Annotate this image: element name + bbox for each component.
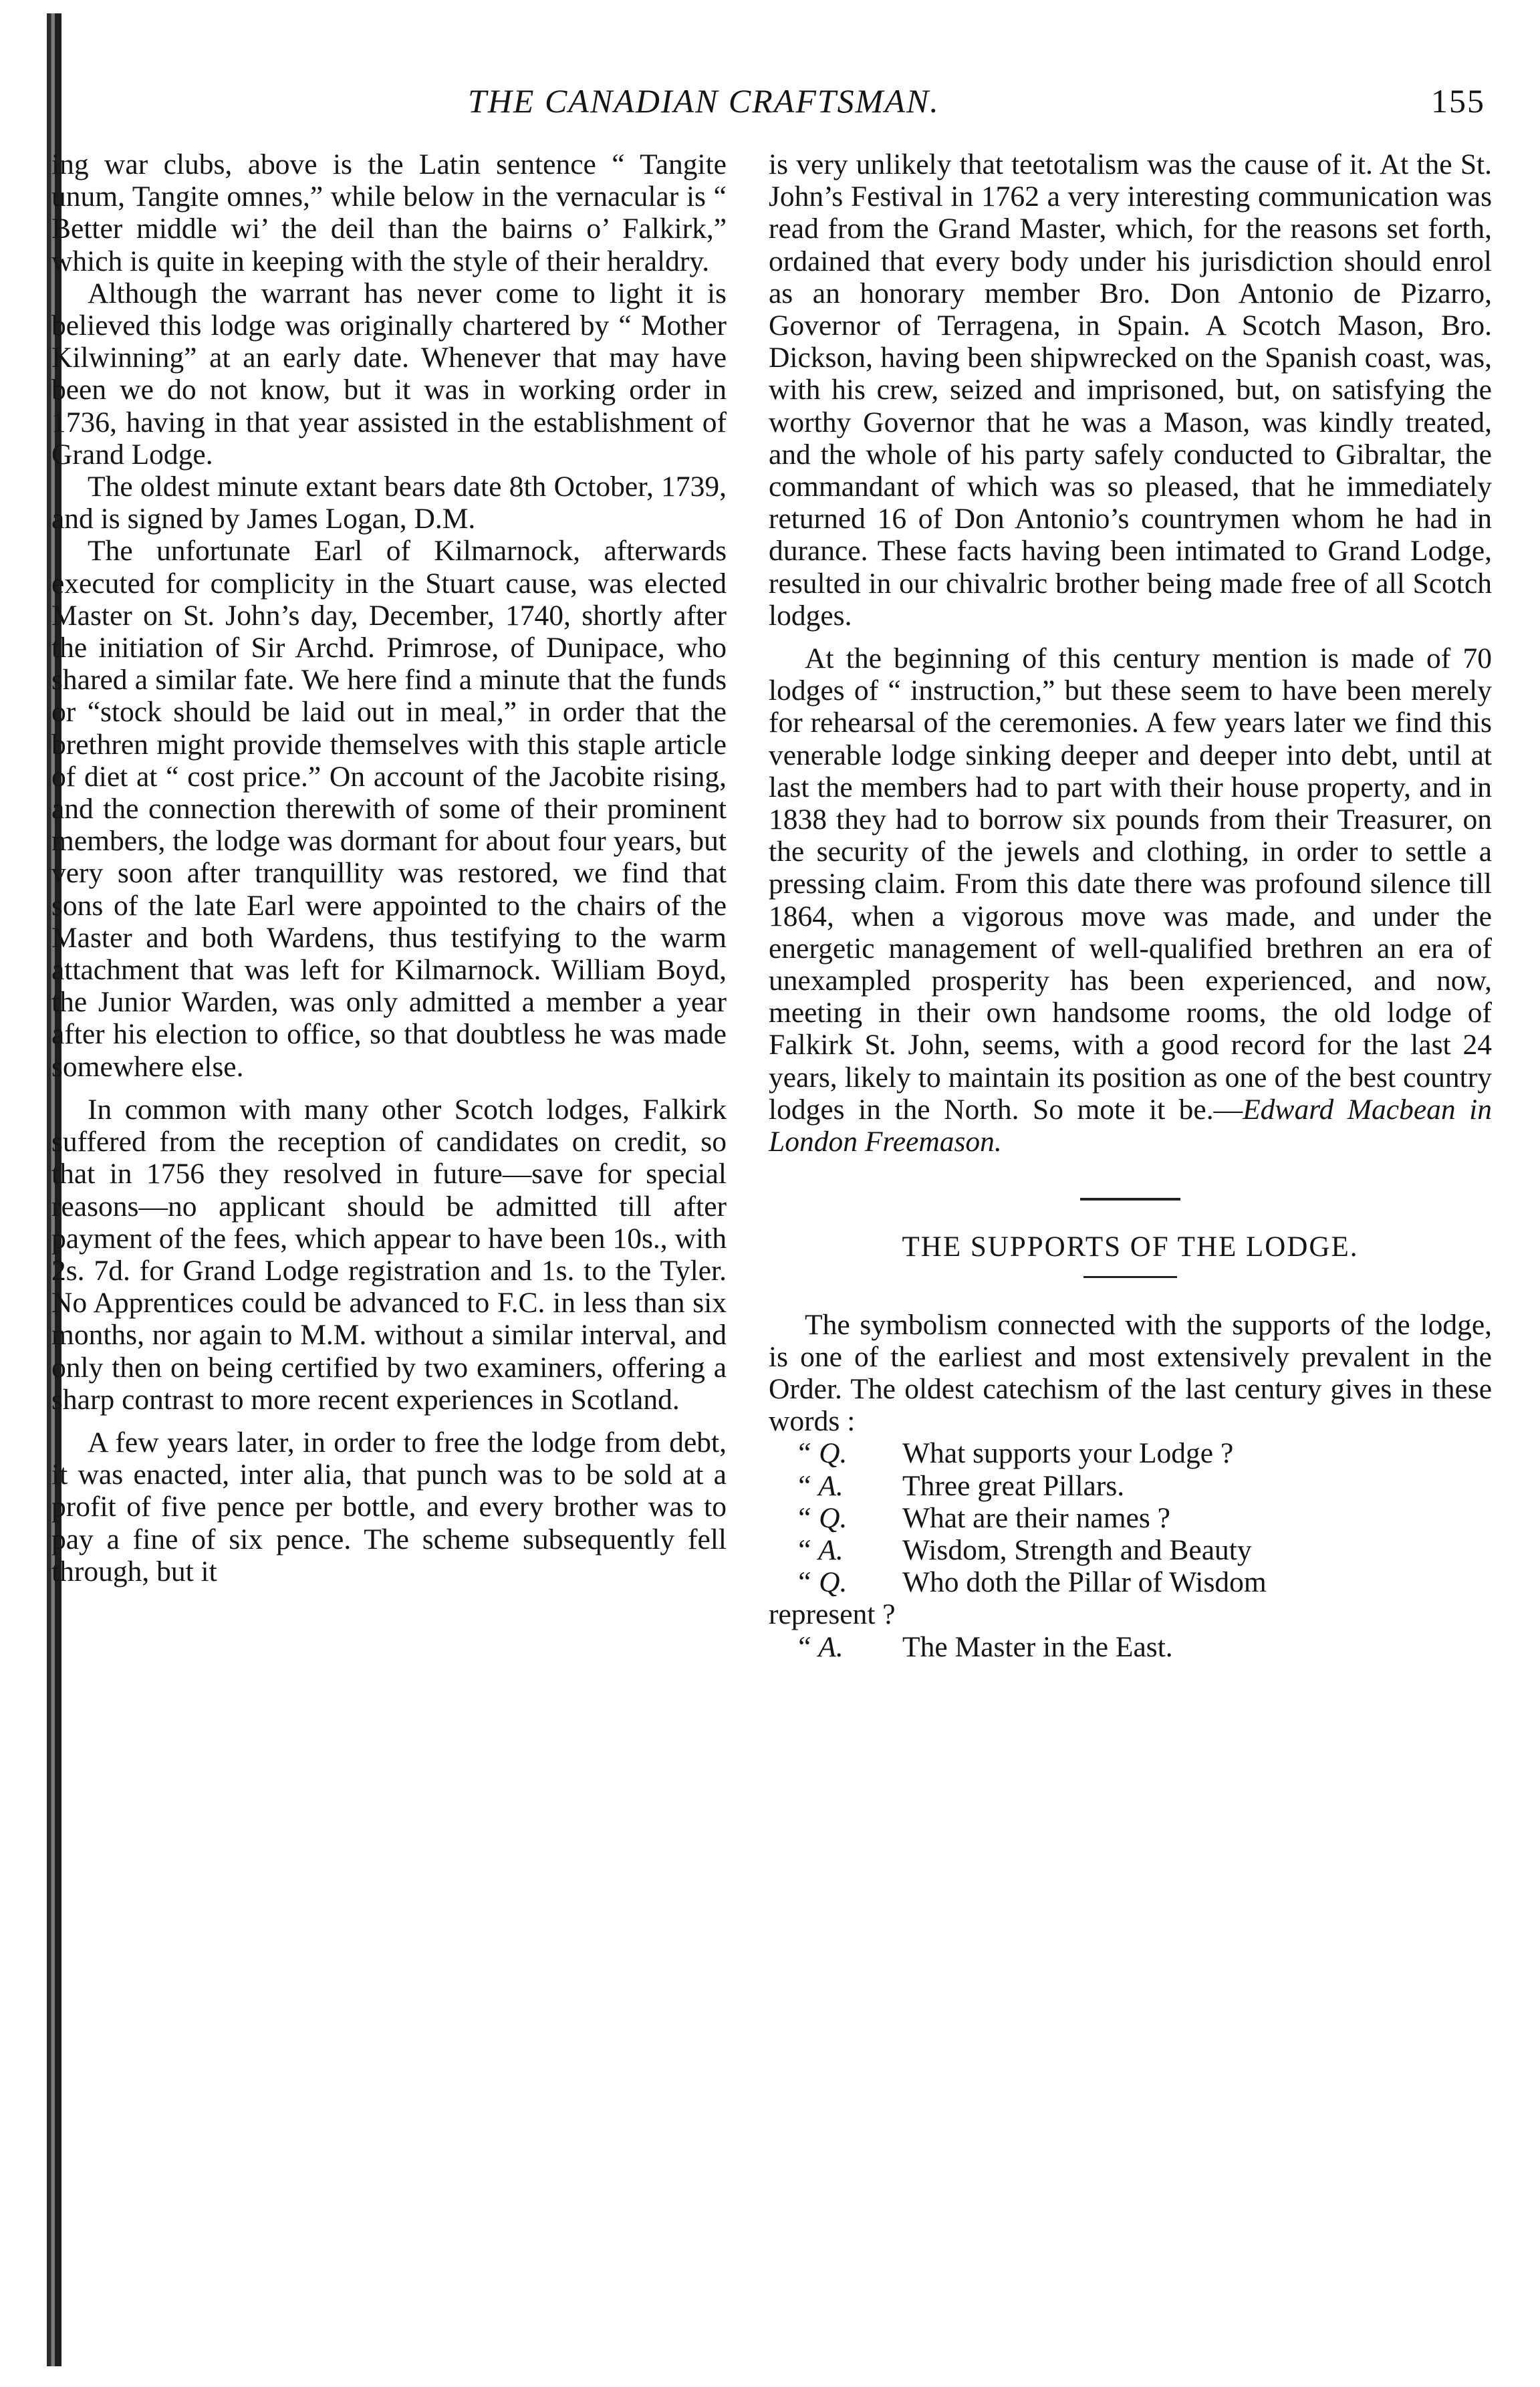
paragraph: is very unlikely that teetotalism was the cause of it. At the St. John’s Festival in 1762 a very interesting communication was read from the Grand Master, which, for the reasons set forth, ordained that every body under his jurisdiction should enrol as an honorary member Bro. Don Antonio de Pizarro, Governor of Terragena, in Spain. A Scotch Mason, Bro. Dickson, having been shipwrecked on the Spanish coast, was, with his crew, seized and imprisoned, but, on satisfying the worthy Governor that he was a Mason, was kindly treated, and the whole of his party safely conducted to Gibraltar, the commandant of which was so pleased, that he immediately returned 16 of Don Antonio’s countrymen whom he had in durance. These facts having been intimated to Grand Lodge, resulted in our chivalric brother being made free of all Scotch lodges. xyxy=(769,148,1492,632)
catechism-line xyxy=(769,1631,1492,1663)
qa-tag: “ Q. xyxy=(795,1437,848,1470)
running-head xyxy=(114,82,1492,135)
paragraph: The oldest minute extant bears date 8th October, 1739, and is signed by James Logan, D.M. xyxy=(51,471,727,535)
section-divider xyxy=(1080,1198,1180,1201)
qa-text: The Master in the East. xyxy=(902,1630,1173,1663)
qa-tag: “ A. xyxy=(795,1533,844,1566)
qa-text: Three great Pillars. xyxy=(902,1469,1125,1502)
journal-title: THE CANADIAN CRAFTSMAN. xyxy=(468,82,940,120)
qa-text: What are their names ? xyxy=(902,1501,1170,1534)
heading-underline xyxy=(1083,1276,1177,1278)
qa-text: Wisdom, Strength and Beauty xyxy=(902,1533,1252,1566)
paragraph: ing war clubs, above is the Latin sentence “ Tangite unum, Tangite omnes,” while below in the vernacular is “ Better middle wi’ the deil than the bairns o’ Falkirk,” which is quite in keeping with the style of their heraldry. xyxy=(51,148,727,277)
paragraph: In common with many other Scotch lodges, Falkirk suffered from the reception of candidates on credit, so that in 1756 they resolved in future—save for special reasons—no applicant should be admitted till after payment of the fees, which appear to have been 10s., with 2s. 7d. for Grand Lodge registration and 1s. to the Tyler. No Apprentices could be advanced to F.C. in less than six months, nor again to M.M. without a similar interval, and only then on being certified by two examiners, offering a sharp contrast to more recent experiences in Scotland. xyxy=(51,1093,727,1416)
paragraph: The unfortunate Earl of Kilmarnock, afterwards executed for complicity in the Stuart cause, was elected Master on St. John’s day, December, 1740, shortly after the initiation of Sir Archd. Primrose, of Dunipace, who shared a similar fate. We here find a minute that the funds or “stock should be laid out in meal,” in order that the brethren might provide themselves with this staple article of diet at “ cost price.” On account of the Jacobite rising, and the connection therewith of some of their prominent members, the lodge was dormant for about four years, but very soon after tranquillity was restored, we find that sons of the late Earl were appointed to the chairs of the Master and both Wardens, thus testifying to the warm attachment that was left for Kilmarnock. William Boyd, the Junior Warden, was only admitted a member a year after his election to office, so that doubtless he was made somewhere else. xyxy=(51,535,727,1083)
qa-tag: “ A. xyxy=(795,1469,844,1502)
right-column xyxy=(769,148,1492,1663)
qa-text: What supports your Lodge ? xyxy=(902,1437,1234,1470)
qa-text: Who doth the Pillar of Wisdom xyxy=(902,1566,1267,1599)
paragraph xyxy=(769,642,1492,1158)
paragraph: Although the warrant has never come to light it is believed this lodge was originally chartered by “ Mother Kilwinning” at an early date. Whenever that may have been we do not know, but it was in working order in 1736, having in that year assisted in the establishment of Grand Lodge. xyxy=(51,277,727,471)
catechism-line xyxy=(769,1502,1492,1534)
page-number: 155 xyxy=(1431,82,1485,120)
attribution: Edward Macbean in London Freemason. xyxy=(769,1093,1492,1158)
qa-tag: “ Q. xyxy=(795,1566,848,1599)
paragraph: The symbolism connected with the supports of the lodge, is one of the earliest and most extensively prevalent in the Order. The oldest catechism of the last century gives in these words : xyxy=(769,1308,1492,1438)
left-column xyxy=(51,148,727,1588)
catechism-line xyxy=(769,1437,1492,1469)
catechism-line xyxy=(769,1470,1492,1502)
catechism-line xyxy=(769,1534,1492,1566)
catechism-list xyxy=(769,1437,1492,1662)
qa-tag: “ A. xyxy=(795,1630,844,1663)
catechism-continuation: represent ? xyxy=(769,1598,896,1631)
section-heading: THE SUPPORTS OF THE LODGE. xyxy=(902,1231,1359,1263)
paragraph-text: At the beginning of this century mention is made of 70 lodges of “ instruction,” but these seem to have been merely for rehearsal of the ceremonies. A few years later we find this venerable lodge sinking deeper and deeper into debt, until at last the members had to part with their house property, and in 1838 they had to borrow six pounds from their Treasurer, on the security of the jewels and clothing, in order to settle a pressing claim. From this date there was profound silence till 1864, when a vigorous move was made, and under the energetic management of well-qualified brethren an era of unexampled prosperity has been experienced, and now, meeting in their own handsome rooms, the old lodge of Falkirk St. John, seems, with a good record for the last 24 years, likely to maintain its position as one of the best country lodges in the North. So mote it be.— xyxy=(769,642,1492,1126)
paragraph: A few years later, in order to free the lodge from debt, it was enacted, inter alia, that punch was to be sold at a profit of five pence per bottle, and every brother was to pay a fine of six pence. The scheme subsequently fell through, but it xyxy=(51,1426,727,1588)
qa-tag: “ Q. xyxy=(795,1501,848,1534)
catechism-line xyxy=(769,1566,1492,1598)
